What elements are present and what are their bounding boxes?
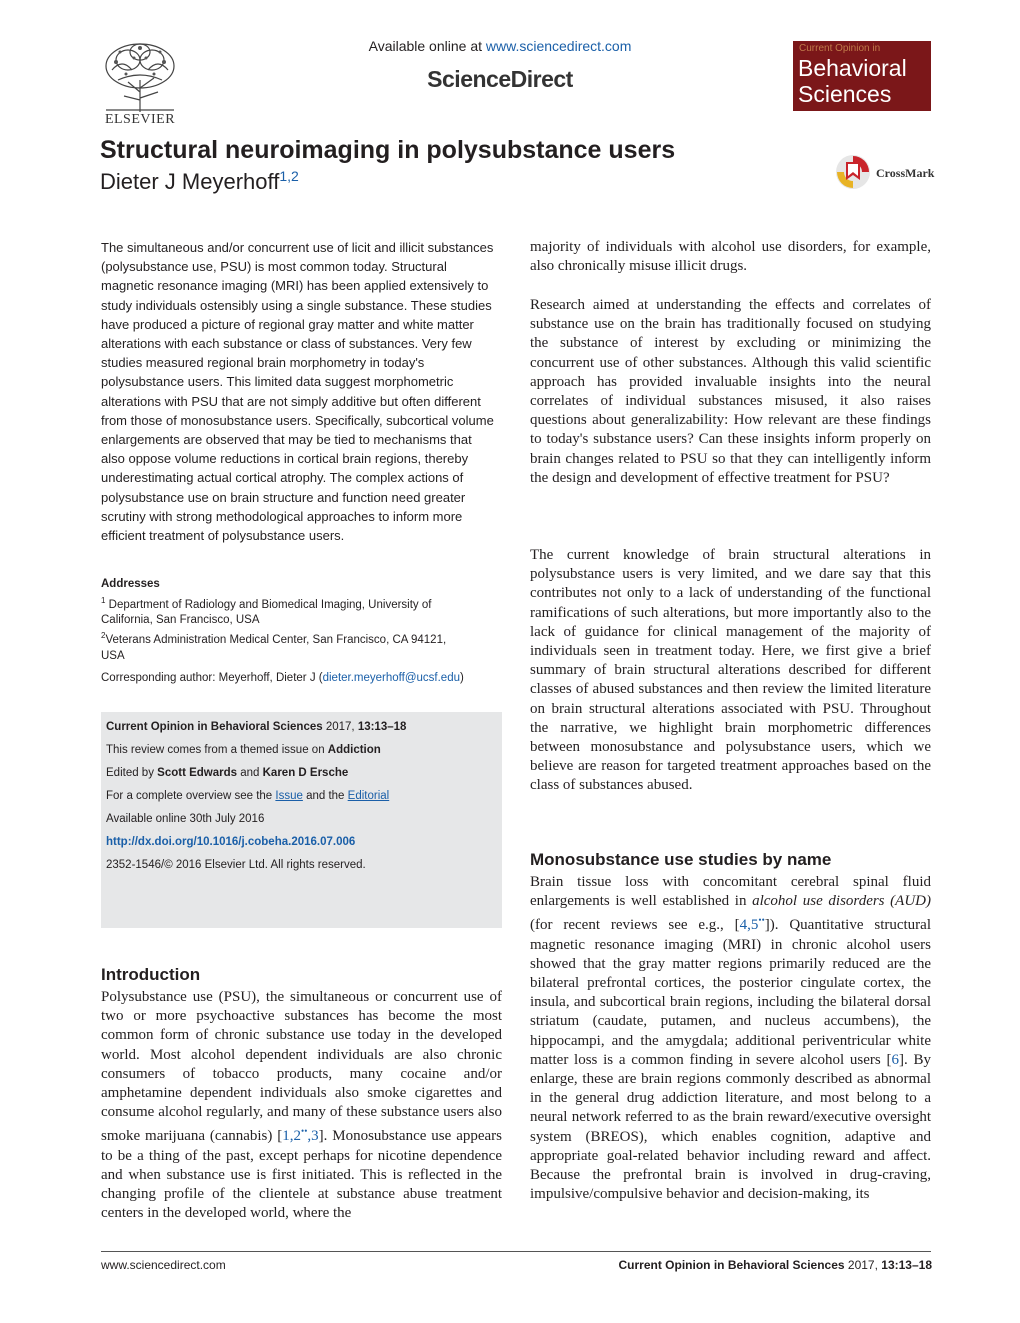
info-volume-pages: 13:13–18	[357, 721, 407, 733]
editorial-link[interactable]: Editorial	[347, 790, 390, 802]
corresponding-prefix: Corresponding author: Meyerhoff, Dieter J (	[101, 672, 323, 684]
ref-1-2[interactable]: 1,2	[282, 1128, 302, 1145]
introduction-heading: Introduction	[101, 965, 201, 984]
info-edited-prefix: Edited by	[106, 767, 158, 779]
p4-c: ]). Quantitative structural magnetic resonance imaging (MRI) in chronic alcohol users showed that the gray matter regions primarily reduced are the bilateral prefrontal cortices, the posterior cingulate cortex, the insula, and subcortical brain regions, including the bilateral dorsal striatum (caudate, putamen, and nucleus accumbens), the hippocampi, and the amygdala; additional periventricular white matter loss is a common finding in severe alcohol users [	[530, 917, 931, 1068]
article-authors	[100, 168, 299, 195]
doi-link[interactable]: http://dx.doi.org/10.1016/j.cobeha.2016.07.006	[106, 836, 356, 848]
footer-pages: 13:13–18	[881, 1258, 932, 1272]
ref-3[interactable]: ,3	[307, 1128, 319, 1145]
author-affiliation-sup[interactable]: 1,2	[279, 168, 299, 184]
platform-name: ScienceDirect	[427, 66, 573, 92]
info-theme-prefix: This review comes from a themed issue on	[106, 744, 328, 756]
crossmark-label: CrossMark	[876, 166, 935, 180]
journal-badge-line1: Behavioral	[798, 55, 907, 81]
info-available: Available online 30th July 2016	[106, 813, 265, 825]
info-year: 2017,	[322, 721, 358, 733]
address-2-num: 2	[101, 631, 106, 641]
journal-badge-line2: Sciences	[798, 81, 892, 107]
publisher-name: ELSEVIER	[104, 112, 176, 127]
journal-badge-small: Current Opinion in	[799, 43, 881, 54]
footer-journal: Current Opinion in Behavioral Sciences	[618, 1258, 845, 1272]
article-title: Structural neuroimaging in polysubstance users	[100, 136, 676, 164]
p4-italic: alcohol use disorders (AUD)	[752, 893, 931, 910]
crossmark-icon	[834, 152, 874, 192]
info-theme-name: Addiction	[327, 744, 381, 756]
article-info-box	[101, 712, 502, 928]
monosubstance-heading: Monosubstance use studies by name	[530, 850, 832, 869]
footer-rule	[101, 1251, 931, 1252]
introduction-text	[101, 988, 502, 1223]
ref-6[interactable]: 6	[891, 1051, 900, 1068]
author-email-link[interactable]: dieter.meyerhoff@ucsf.edu	[322, 672, 460, 684]
info-editor-1: Scott Edwards	[157, 767, 238, 779]
ref-dots: ••	[301, 1126, 308, 1137]
available-online	[330, 38, 670, 54]
available-online-prefix: Available online at	[368, 38, 486, 54]
info-citation	[106, 720, 406, 735]
p4-b: (for recent reviews see e.g., [	[530, 917, 740, 934]
addresses-heading: Addresses	[101, 578, 160, 590]
footer-year: 2017,	[844, 1258, 882, 1272]
footer-url[interactable]: www.sciencedirect.com	[101, 1258, 226, 1272]
address-1-num: 1	[101, 595, 106, 605]
sciencedirect-link[interactable]: www.sciencedirect.com	[485, 38, 632, 54]
ref-4-5-dots: ••	[758, 915, 765, 926]
info-overview-prefix: For a complete overview see the	[106, 790, 276, 802]
info-theme	[106, 743, 381, 758]
info-copyright: 2352-1546/© 2016 Elsevier Ltd. All rights reserved.	[106, 859, 366, 871]
paragraph-3: The current knowledge of brain structural alterations in polysubstance users is very limited, and we dare say that this contributes not only to a lack of understanding of the functional ramifications of such alterations, but more importantly also to the lack of guidance for clinical management of the majority of individuals seen in treatment today. Here, we first give a brief summary of brain structural alterations described for different classes of abused substances and then review the limited literature on brain structural alterations associated with PSU. Throughout the narrative, we highlight brain morphometric differences between monosubstance and polysubstance users, which we believe are reason for targeted treatment approaches based on the class of substances abused.	[530, 547, 931, 794]
info-overview-mid: and the	[302, 790, 348, 802]
author-name: Dieter J Meyerhoff	[100, 169, 280, 194]
address-1-line1: Department of Radiology and Biomedical Imaging, University of	[108, 598, 432, 611]
paragraph-2: Research aimed at understanding the effects and correlates of substance use on the brain has traditionally focused on studying the substance of interest by excluding or minimizing the concurrent use of other substances. Although this valid scientific approach has provided invaluable insights into the neural correlates of individual substances misused, it also raises questions about generalizability: How relevant are these findings to today's substance users? Can these insights inform properly on brain changes related to PSU so that they can intelligently inform the design and development of effective treatment for PSU?	[530, 297, 931, 486]
issue-link[interactable]: Issue	[275, 790, 303, 802]
paragraph-4	[530, 873, 931, 1204]
journal-badge	[793, 41, 931, 111]
address-2	[101, 628, 494, 648]
info-and: and	[237, 767, 263, 779]
corresponding-suffix: )	[460, 672, 464, 684]
address-2-line2: USA	[101, 649, 125, 662]
info-editor-2: Karen D Ersche	[262, 767, 349, 779]
address-2-line1: Veterans Administration Medical Center, San Francisco, CA 94121,	[105, 634, 447, 647]
p4-a: Brain tissue loss with concomitant cerebral spinal fluid enlargements is well established in	[530, 874, 931, 910]
info-editors	[106, 766, 348, 781]
footer-citation	[560, 1258, 932, 1272]
paragraph-1: majority of individuals with alcohol use disorders, for example, also chronically misuse illicit drugs.	[530, 239, 931, 275]
info-overview	[106, 789, 389, 804]
addresses	[101, 577, 494, 664]
corresponding-author	[101, 671, 511, 686]
info-journal: Current Opinion in Behavioral Sciences	[106, 721, 323, 733]
abstract: The simultaneous and/or concurrent use of licit and illicit substances (polysubstance use, PSU) is most common today. Structural magnetic resonance imaging (MRI) has been applied extensively to study individuals ostensibly using a single substance. These studies have produced a picture of regional gray matter and white matter alterations with each substance or class of substances. Very few studies measured regional brain morphometry in today's polysubstance users. This limited data suggest morphometric alterations with PSU that are not simply additive but often different from those of monosubstance users. Specifically, subcortical volume enlargements are observed that may be tied to mechanisms that also oppose volume reductions in cortical brain regions, thereby underestimating actual cortical atrophy. The complex actions of polysubstance use on brain structure and function need greater scrutiny with strong methodological approaches to inform more efficient treatment of polysubstance users.	[101, 240, 494, 544]
address-1	[101, 593, 494, 613]
p4-d: ]. By enlarge, these are brain regions commonly described as abnormal in the general drug addiction literature, and most belong to a neural network referred to as the brain reward/executive oversight system (BREOS), which enables cognition, adaptive and appropriate goal-related behavior including reward and affect. Because the prefrontal brain is involved in drug-craving, impulsive/compulsive behavior and decision-making, its	[530, 1051, 932, 1203]
ref-4-5[interactable]: 4,5	[739, 917, 759, 934]
address-1-line2: California, San Francisco, USA	[101, 613, 260, 626]
intro-part1: Polysubstance use (PSU), the simultaneous or concurrent use of two or more psychoactive substances has become the most common form of chronic substance use today in the developed world. Most alcohol dependent individuals are also chronic consumers of tobacco products, many cocaine and/or amphetamine dependent individuals also smoke cigarettes and consume alcohol regularly, and many of these substance users also smoke marijuana (cannabis) [	[101, 989, 502, 1145]
intro-part2: ]. Monosubstance use appears to be a thing of the past, except perhaps for nicotine dependence and when substance use is first initiated. This is reflected in the changing profile of the clientele at substance abuse treatment centers in the developed world, where the	[101, 1128, 502, 1222]
